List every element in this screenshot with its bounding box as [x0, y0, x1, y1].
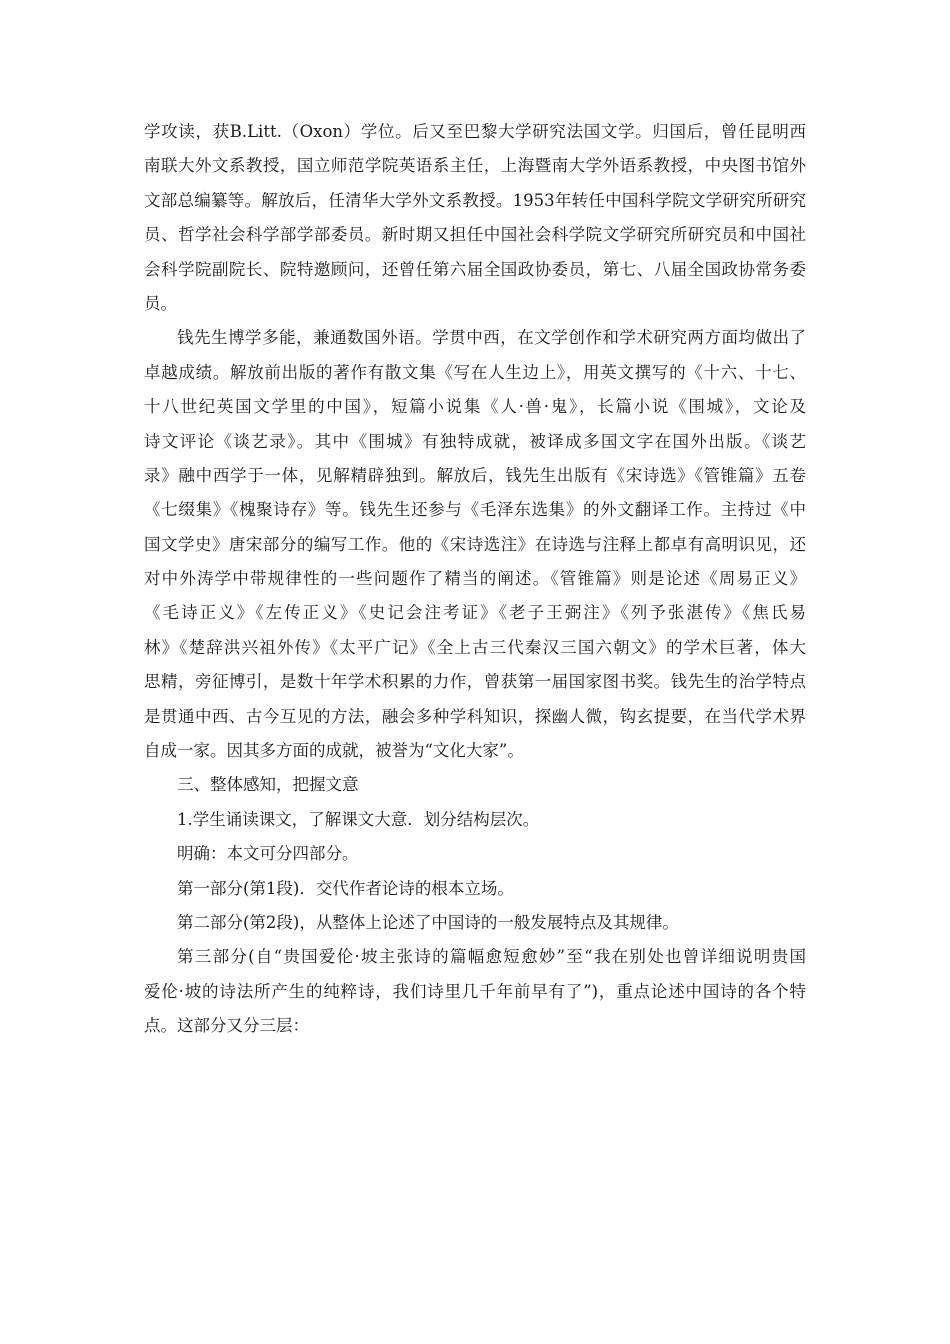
text-line: 诗文评论《谈艺录》。其中《围城》有独特成就，被译成多国文字在国外出版。《谈艺 — [144, 431, 806, 451]
clarification-text: 明确：本文可分四部分。 — [177, 844, 359, 864]
text-line: 对中外涛学中带规律性的一些问题作了精当的阐述。《管锥篇》则是论述《周易正义》 — [144, 569, 806, 589]
text-line: 钱先生博学多能，兼通数国外语。学贯中西，在文学创作和学术研究两方面均做出了 — [177, 328, 806, 348]
text-line: 十八世纪英国文学里的中国》，短篇小说集《人·兽·鬼》，长篇小说《围城》，文论及 — [144, 397, 806, 417]
paragraph-achievements — [144, 321, 806, 768]
structure-part-3 — [144, 940, 806, 1043]
text-line: 爱伦·坡的诗法所产生的纯粹诗，我们诗里几千年前早有了”)，重点论述中国诗的各个特 — [144, 981, 806, 1001]
text-line: 思精，旁征博引，是数十年学术积累的力作，曾获第一届国家图书奖。钱先生的治学特点 — [144, 672, 806, 692]
text-line: 会科学院副院长、院特邀顾问，还曾任第六届全国政协委员，第七、八届全国政协常务委 — [144, 259, 806, 279]
paragraph-biography — [144, 115, 806, 321]
text-line: 南联大外文系教授，国立师范学院英语系主任，上海暨南大学外语系教授，中央图书馆外 — [144, 156, 806, 176]
text-line: 卓越成绩。解放前出版的著作有散文集《写在人生边上》，用英文撰写的《十六、十七、 — [144, 362, 806, 382]
document-body — [144, 115, 806, 1044]
list-item: 1.学生诵读课文，了解课文大意．划分结构层次。 — [177, 809, 540, 829]
text-line: 国文学史》唐宋部分的编写工作。他的《宋诗选注》在诗选与注释上都卓有高明识见，还 — [144, 534, 806, 554]
text-line: 第三部分(自“贵国爱伦·坡主张诗的篇幅愈短愈妙”至“我在别处也曾详细说明贵国 — [177, 947, 806, 967]
structure-part-1: 第一部分(第1段)．交代作者论诗的根本立场。 — [177, 878, 514, 898]
text-line: 录》融中西学于一体，见解精辟独到。解放后，钱先生出版有《宋诗选》《管锥篇》五卷 — [144, 465, 806, 485]
text-line: 点。这部分又分三层： — [144, 1016, 309, 1036]
text-line: 自成一家。因其多方面的成就，被誉为“文化大家”。 — [144, 741, 524, 761]
structure-part-2: 第二部分(第2段)，从整体上论述了中国诗的一般发展特点及其规律。 — [177, 912, 679, 932]
section-heading: 三、整体感知，把握文意 — [177, 775, 359, 795]
text-line: 《七缀集》《槐聚诗存》等。钱先生还参与《毛泽东选集》的外文翻译工作。主持过《中 — [144, 500, 806, 520]
text-line: 文部总编纂等。解放后，任清华大学外文系教授。1953年转任中国科学院文学研究所研究 — [144, 190, 806, 210]
text-line: 员、哲学社会科学部学部委员。新时期又担任中国社会科学院文学研究所研究员和中国社 — [144, 225, 806, 245]
text-line: 《毛诗正义》《左传正义》《史记会注考证》《老子王弼注》《列予张湛传》《焦氏易 — [144, 603, 806, 623]
text-line: 学攻读，获B.Litt.（Oxon）学位。后又至巴黎大学研究法国文学。归国后，曾任昆明西 — [144, 122, 806, 141]
text-line: 员。 — [144, 293, 177, 313]
text-line: 林》《楚辞洪兴祖外传》《太平广记》《全上古三代秦汉三国六朝文》的学术巨著，体大 — [144, 637, 806, 657]
text-line: 是贯通中西、古今互见的方法，融会多种学科知识，探幽人微，钩玄提要，在当代学术界 — [144, 706, 806, 726]
